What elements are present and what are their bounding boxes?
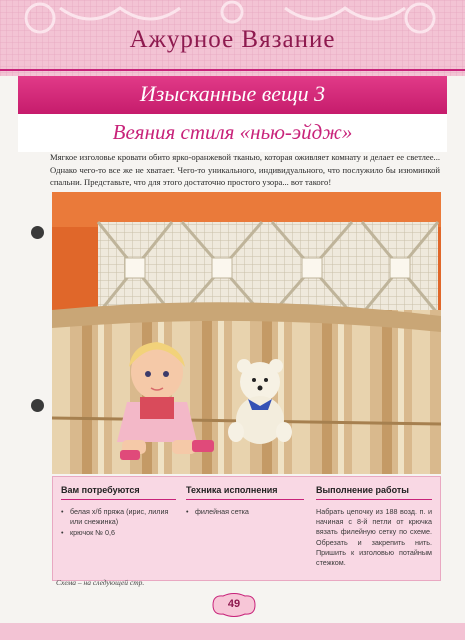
magazine-brand: Ажурное Вязание xyxy=(129,26,336,53)
page-number: 49 xyxy=(227,598,241,610)
materials-column xyxy=(61,485,176,539)
photo-illustration xyxy=(52,192,441,474)
procedure-heading: Выполнение работы xyxy=(316,485,432,500)
procedure-text: Набрать цепочку из 188 возд. п. и начиная с 8-й петли от крючка вязать филейную сетку по схеме. Обрезать и закрепить нить. Пришить к изголовью потайным стежком. xyxy=(316,507,432,568)
lace-header xyxy=(0,0,465,76)
list-item: • крючок № 0,6 xyxy=(61,528,176,538)
chart-reference-note: Схема – на следующей стр. xyxy=(56,578,145,587)
technique-heading: Техника исполнения xyxy=(186,485,304,500)
procedure-column xyxy=(316,485,432,568)
list-item: • филейная сетка xyxy=(186,507,304,517)
article-title-box xyxy=(18,114,447,152)
section-title: Изысканные вещи 3 xyxy=(139,81,326,106)
intro-paragraph: Мягкое изголовье кровати обито ярко-оранжевой тканью, которая оживляет комнату и делает ее светлее... Однако чего-то все же не хватает. Чего-то уникального, индивидуального, что послужило бы изюминкой спальни. Представьте, что для этого достаточно простого узора... вот такого! xyxy=(50,152,440,188)
instructions-panel xyxy=(52,476,441,581)
article-title: Веяния стиля «нью-эйдж» xyxy=(112,120,353,144)
materials-list xyxy=(61,507,176,538)
page-number-badge xyxy=(209,593,259,617)
binder-hole xyxy=(31,226,44,239)
section-banner xyxy=(18,76,447,114)
binder-hole xyxy=(31,399,44,412)
lace-footer xyxy=(0,623,465,640)
bed-photo xyxy=(52,192,441,474)
technique-list xyxy=(186,507,304,517)
materials-heading: Вам потребуются xyxy=(61,485,176,500)
technique-column xyxy=(186,485,304,518)
list-item: • белая х/б пряжа (ирис, лилия или снежинка) xyxy=(61,507,176,527)
